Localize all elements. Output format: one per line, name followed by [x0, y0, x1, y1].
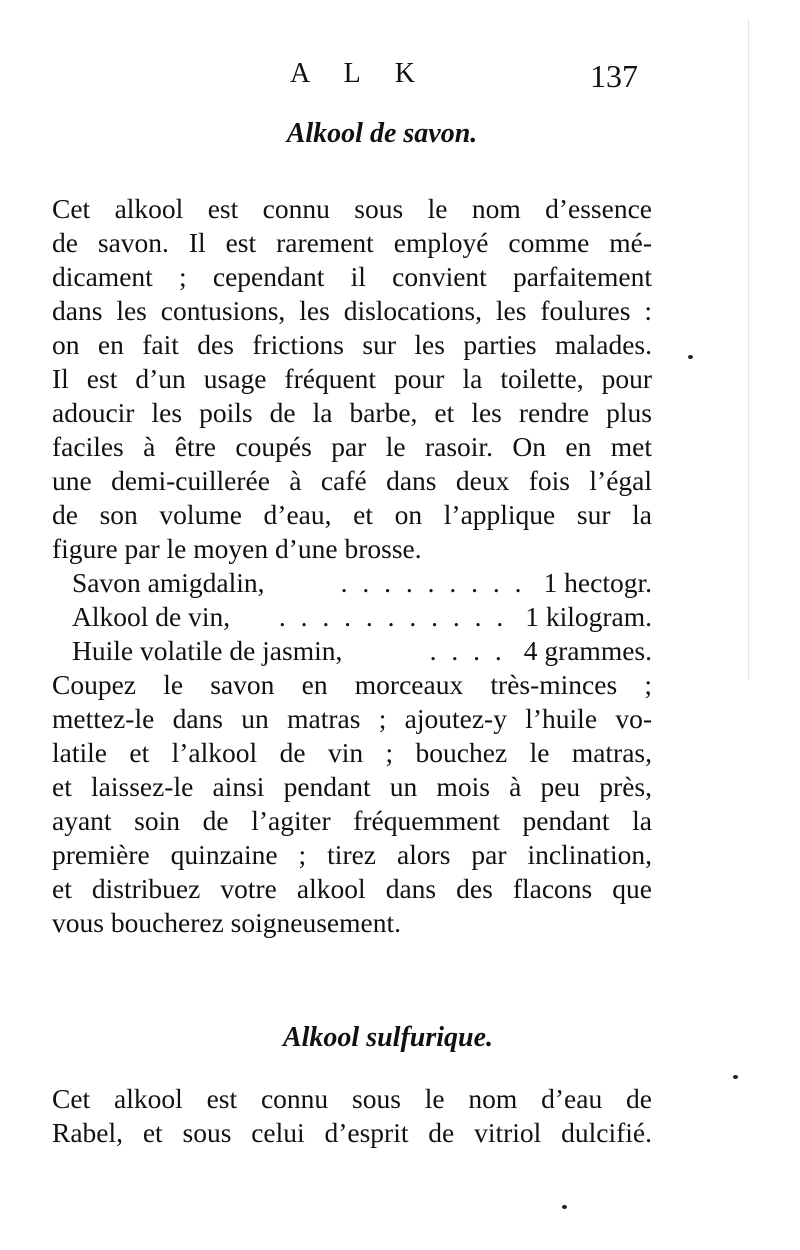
ink-speck — [733, 1075, 738, 1079]
recipe-quantity: 1 kilogram. — [525, 601, 652, 632]
text-line: figure par le moyen d’une brosse. — [52, 533, 422, 564]
text-line: faciles à être coupés par le rasoir. On en met — [52, 431, 652, 462]
recipe-quantity: 1 hectogr. — [543, 567, 652, 598]
text-line: et laissez-le ainsi pendant un mois à peu près, — [52, 771, 652, 802]
recipe-ingredient: Alkool de vin, — [72, 601, 231, 632]
recipe-leader-dots: . . . . — [429, 635, 506, 666]
text-line: dicament ; cependant il convient parfaitement — [52, 261, 652, 292]
text-line: dans les contusions, les dislocations, les foulures : — [52, 295, 652, 326]
text-line: mettez-le dans un matras ; ajoutez-y l’huile vo- — [52, 703, 652, 734]
ink-speck — [562, 1205, 567, 1209]
recipe-leader-dots: . . . . . . . . . — [340, 567, 526, 598]
text-line: vous boucherez soigneusement. — [52, 907, 402, 938]
margin-scan-marks — [748, 20, 769, 680]
recipe-leader-dots: . . . . . . . . . . . — [278, 601, 508, 632]
running-head — [0, 58, 800, 98]
text-line: Coupez le savon en morceaux très-minces ; — [52, 669, 652, 700]
text-line: Il est d’un usage fréquent pour la toilette, pour — [52, 363, 652, 394]
text-line: Cet alkool est connu sous le nom d’eau de — [52, 1083, 652, 1114]
text-line: et distribuez votre alkool dans des flacons que — [52, 873, 652, 904]
text-line: Cet alkool est connu sous le nom d’essence — [52, 193, 652, 224]
ink-speck — [688, 355, 693, 359]
recipe-quantity: 4 grammes. — [523, 635, 652, 666]
recipe-ingredient: Huile volatile de jasmin, — [72, 635, 343, 666]
text-line: de savon. Il est rarement employé comme mé- — [52, 227, 652, 258]
section-heading-sulfurique: Alkool sulfurique. — [282, 1022, 494, 1053]
page-number: 137 — [590, 58, 638, 94]
recipe-row — [72, 634, 652, 668]
recipe-row — [72, 566, 652, 600]
text-line: on en fait des frictions sur les parties malades. — [52, 329, 652, 360]
recipe-row — [72, 600, 652, 634]
running-title: A L K — [290, 58, 429, 89]
recipe-ingredient: Savon amigdalin, — [72, 567, 265, 598]
text-line: ayant soin de l’agiter fréquemment pendant la — [52, 805, 652, 836]
text-line: première quinzaine ; tirez alors par inclination, — [52, 839, 652, 870]
text-line: latile et l’alkool de vin ; bouchez le matras, — [52, 737, 652, 768]
section-heading-savon: Alkool de savon. — [286, 118, 478, 149]
text-line: Rabel, et sous celui d’esprit de vitriol dulcifié. — [52, 1117, 652, 1148]
text-line: une demi-cuillerée à café dans deux fois l’égal — [52, 465, 652, 496]
text-line: adoucir les poils de la barbe, et les rendre plus — [52, 397, 652, 428]
text-line: de son volume d’eau, et on l’applique sur la — [52, 499, 652, 530]
